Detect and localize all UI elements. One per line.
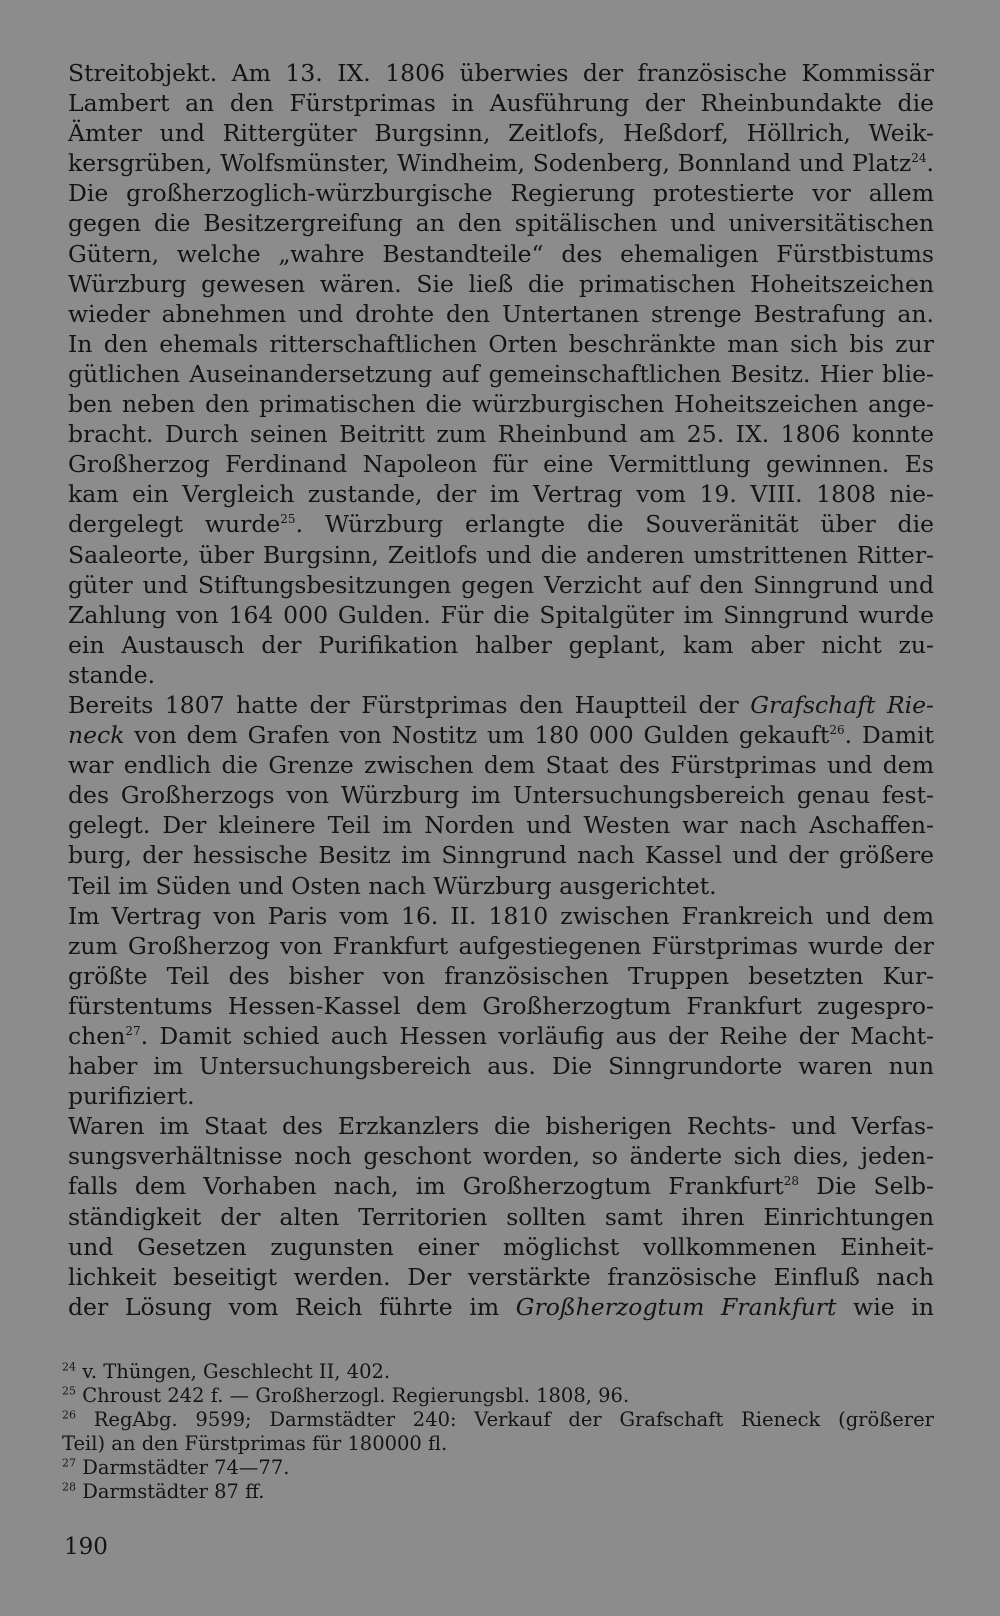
text-run: . [926,149,934,178]
text-line [68,118,934,148]
text-run: und Gesetzen zugunsten einer möglichst vollkommenen Einheit- [68,1232,934,1261]
text-line [68,1081,934,1111]
italic-text: neck [68,721,125,750]
text-run: Die großherzoglich-würzburgische Regierung protestierte vor allem [68,179,934,208]
footnote-line [62,1360,934,1384]
text-line [68,840,934,870]
text-run: von dem Grafen von Nostitz um 180 000 Gulden gekauft [124,721,830,750]
text-run: Bereits 1807 hatte der Fürstprimas den Hauptteil der [68,690,751,719]
text-line [68,299,934,329]
footnote-ref: 24 [911,151,927,166]
text-line [68,901,934,931]
text-run: größte Teil des bisher von französischen Truppen besetzten Kur- [68,961,934,990]
text-line [68,1171,934,1201]
footnote-text: Teil) an den Fürstprimas für 180000 fl. [62,1432,448,1455]
text-run: gütlichen Auseinandersetzung auf gemeinschaftlichen Besitz. Hier blie- [68,359,934,388]
body-text [68,58,934,1322]
text-run: falls dem Vorhaben nach, im Großherzogtum Frankfurt [68,1172,784,1201]
text-run: dergelegt wurde [68,510,281,539]
footnote-number: 28 [62,1480,76,1494]
footnote-number: 24 [62,1360,76,1374]
text-line [68,58,934,88]
text-run: ständigkeit der alten Territorien sollten samt ihren Einrichtungen [68,1202,934,1231]
text-line [68,449,934,479]
text-line [68,208,934,238]
text-run: Gütern, welche „wahre Bestandteile“ des ehemaligen Fürstbistums [68,239,934,268]
footnote-line [62,1408,934,1432]
text-line [68,570,934,600]
text-line [68,750,934,780]
text-run: zum Großherzog von Frankfurt aufgestiegenen Fürstprimas wurde der [68,931,934,960]
text-run: wieder abnehmen und drohte den Untertanen strenge Bestrafung an. [68,299,934,328]
text-line [68,148,934,178]
footnote-text: Chroust 242 f. — Großherzogl. Regierungsbl. 1808, 96. [82,1384,630,1407]
footnote-ref: 25 [280,512,296,527]
footnote-number: 25 [62,1384,76,1398]
text-line [68,961,934,991]
footnote-text: v. Thüngen, Geschlecht II, 402. [82,1360,391,1383]
text-run: stande. [68,660,156,689]
footnote-number: 27 [62,1456,76,1470]
text-line [68,1141,934,1171]
italic-text: Großherzogtum Frankfurt [515,1292,837,1321]
text-run: kersgrüben, Wolfsmünster, Windheim, Sodenberg, Bonnland und Platz [68,149,912,178]
text-line [68,720,934,750]
text-line [68,509,934,539]
text-line [68,630,934,660]
page-number: 190 [64,1534,108,1560]
footnote-ref: 27 [125,1024,141,1039]
text-run: gegen die Besitzergreifung an den spitälischen und universitätischen [68,209,934,238]
text-line [68,1262,934,1292]
footnote-line [62,1432,934,1456]
text-line [68,389,934,419]
text-line [68,1232,934,1262]
text-line [68,1292,934,1322]
text-line [68,178,934,208]
text-run: In den ehemals ritterschaftlichen Orten beschränkte man sich bis zur [68,329,934,358]
text-run: war endlich die Grenze zwischen dem Staat des Fürstprimas und dem [68,751,934,780]
text-run: des Großherzogs von Würzburg im Untersuchungsbereich genau fest- [68,781,934,810]
text-run: Saaleorte, über Burgsinn, Zeitlofs und die anderen umstrittenen Ritter- [68,540,934,569]
text-line [68,419,934,449]
footnote-ref: 26 [829,723,845,738]
footnote-text: Darmstädter 74—77. [82,1456,290,1479]
text-run: Ämter und Rittergüter Burgsinn, Zeitlofs, Heßdorf, Höllrich, Weik- [68,119,934,148]
text-line [68,660,934,690]
text-run: Lambert an den Fürstprimas in Ausführung der Rheinbundakte die [68,89,934,118]
text-line [68,600,934,630]
text-run: burg, der hessische Besitz im Sinngrund nach Kassel und der größere [68,841,934,870]
text-run: bracht. Durch seinen Beitritt zum Rheinbund am 25. IX. 1806 konnte [68,420,934,449]
text-run: wie in [836,1292,934,1321]
text-line [68,1021,934,1051]
footnote-line [62,1384,934,1408]
text-run: güter und Stiftungsbesitzungen gegen Verzicht auf den Sinngrund und [68,570,934,599]
text-line [68,931,934,961]
text-run: gelegt. Der kleinere Teil im Norden und Westen war nach Aschaffen- [68,811,934,840]
text-run: Die Selb- [799,1172,934,1201]
text-run: ein Austausch der Purifikation halber geplant, kam aber nicht zu- [68,630,934,659]
text-line [68,871,934,901]
text-line [68,780,934,810]
text-run: Würzburg gewesen wären. Sie ließ die primatischen Hoheitszeichen [68,269,934,298]
text-run: Streitobjekt. Am 13. IX. 1806 überwies der französische Kommissär [68,59,934,87]
text-run: ben neben den primatischen die würzburgischen Hoheitszeichen ange- [68,390,934,419]
footnote-text: Darmstädter 87 ff. [82,1480,265,1503]
text-run: Zahlung von 164 000 Gulden. Für die Spitalgüter im Sinngrund wurde [68,600,934,629]
text-line [68,1202,934,1232]
text-line [68,991,934,1021]
footnote-ref: 28 [783,1174,800,1189]
text-line [68,1051,934,1081]
text-run: . Damit schied auch Hessen vorläufig aus der Reihe der Macht- [140,1022,934,1050]
footnote-text: RegAbg. 9599; Darmstädter 240: Verkauf der Grafschaft Rieneck (größerer [93,1408,934,1431]
text-line [68,239,934,269]
footnote-number: 26 [62,1408,76,1422]
text-line [68,269,934,299]
text-run: fürstentums Hessen-Kassel dem Großherzogtum Frankfurt zugespro- [68,991,934,1020]
text-line [68,690,934,720]
text-run: Großherzog Ferdinand Napoleon für eine Vermittlung gewinnen. Es [68,450,934,479]
footnotes [62,1360,934,1504]
text-line [68,88,934,118]
text-line [68,329,934,359]
text-run: kam ein Vergleich zustande, der im Vertrag vom 19. VIII. 1808 nie- [68,480,934,509]
text-line [68,1111,934,1141]
text-run: chen [68,1022,126,1050]
footnote-line [62,1456,934,1480]
text-run: lichkeit beseitigt werden. Der verstärkte französische Einfluß nach [68,1262,934,1291]
text-line [68,810,934,840]
text-run: . Damit [844,721,934,750]
text-line [68,359,934,389]
text-run: haber im Untersuchungsbereich aus. Die Sinngrundorte waren nun [68,1052,934,1081]
text-line [68,540,934,570]
text-run: . Würzburg erlangte die Souveränität über die [295,510,934,539]
text-run: sungsverhältnisse noch geschont worden, so änderte sich dies, jeden- [68,1142,934,1171]
footnote-line [62,1480,934,1504]
text-run: Waren im Staat des Erzkanzlers die bisherigen Rechts- und Verfas- [68,1112,934,1141]
text-run: der Lösung vom Reich führte im [68,1292,516,1321]
text-line [68,479,934,509]
text-run: Im Vertrag von Paris vom 16. II. 1810 zwischen Frankreich und dem [68,901,934,930]
italic-text: Grafschaft Rie- [750,690,934,719]
text-run: Teil im Süden und Osten nach Würzburg ausgerichtet. [68,871,717,900]
text-run: purifiziert. [68,1082,195,1111]
